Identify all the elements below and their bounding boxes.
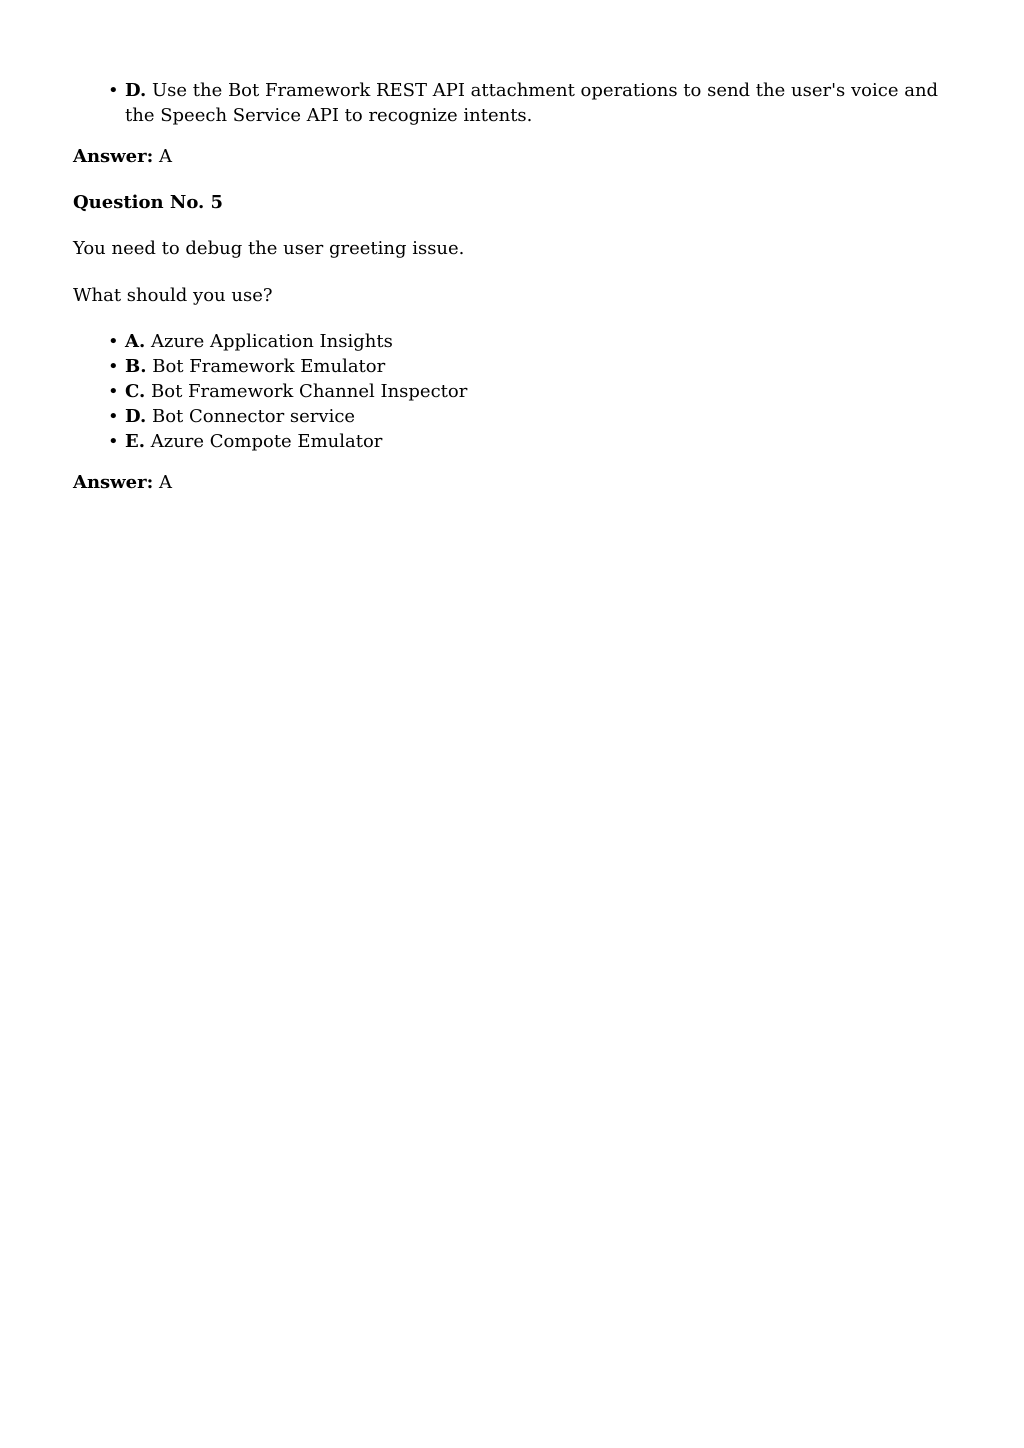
option-text: Bot Framework Emulator [152, 356, 386, 377]
option-letter: B. [125, 356, 147, 377]
option-d [108, 404, 953, 429]
option-letter: C. [125, 381, 146, 402]
prev-question-options [73, 78, 953, 128]
bullet-icon: • [108, 331, 119, 352]
option-text: Use the Bot Framework REST API attachment operations to send the user's voice and the Speech Service API to recognize intents. [125, 80, 939, 126]
option-text: Bot Connector service [151, 406, 356, 427]
option-text: Azure Compote Emulator [150, 431, 383, 452]
option-c [108, 379, 953, 404]
option-text: Azure Application Insights [150, 331, 393, 352]
answer-value: A [159, 146, 172, 167]
question-prompt: What should you use? [73, 285, 273, 306]
question-answer [73, 470, 953, 495]
bullet-icon: • [108, 80, 119, 101]
answer-value: A [159, 472, 172, 493]
question-options [73, 329, 953, 454]
option-letter: E. [125, 431, 145, 452]
answer-label: Answer: [73, 472, 154, 493]
bullet-icon: • [108, 356, 119, 377]
option-d [108, 78, 953, 128]
bullet-icon: • [108, 406, 119, 427]
option-letter: D. [125, 80, 147, 101]
question-title: Question No. 5 [73, 192, 224, 213]
bullet-icon: • [108, 431, 119, 452]
document-page [73, 78, 953, 495]
answer-label: Answer: [73, 146, 154, 167]
bullet-icon: • [108, 381, 119, 402]
option-text: Bot Framework Channel Inspector [151, 381, 468, 402]
prev-answer [73, 144, 953, 169]
option-b [108, 354, 953, 379]
option-letter: D. [125, 406, 147, 427]
option-e [108, 429, 953, 454]
question-stem: You need to debug the user greeting issue. [73, 238, 465, 259]
option-a [108, 329, 953, 354]
option-letter: A. [125, 331, 146, 352]
